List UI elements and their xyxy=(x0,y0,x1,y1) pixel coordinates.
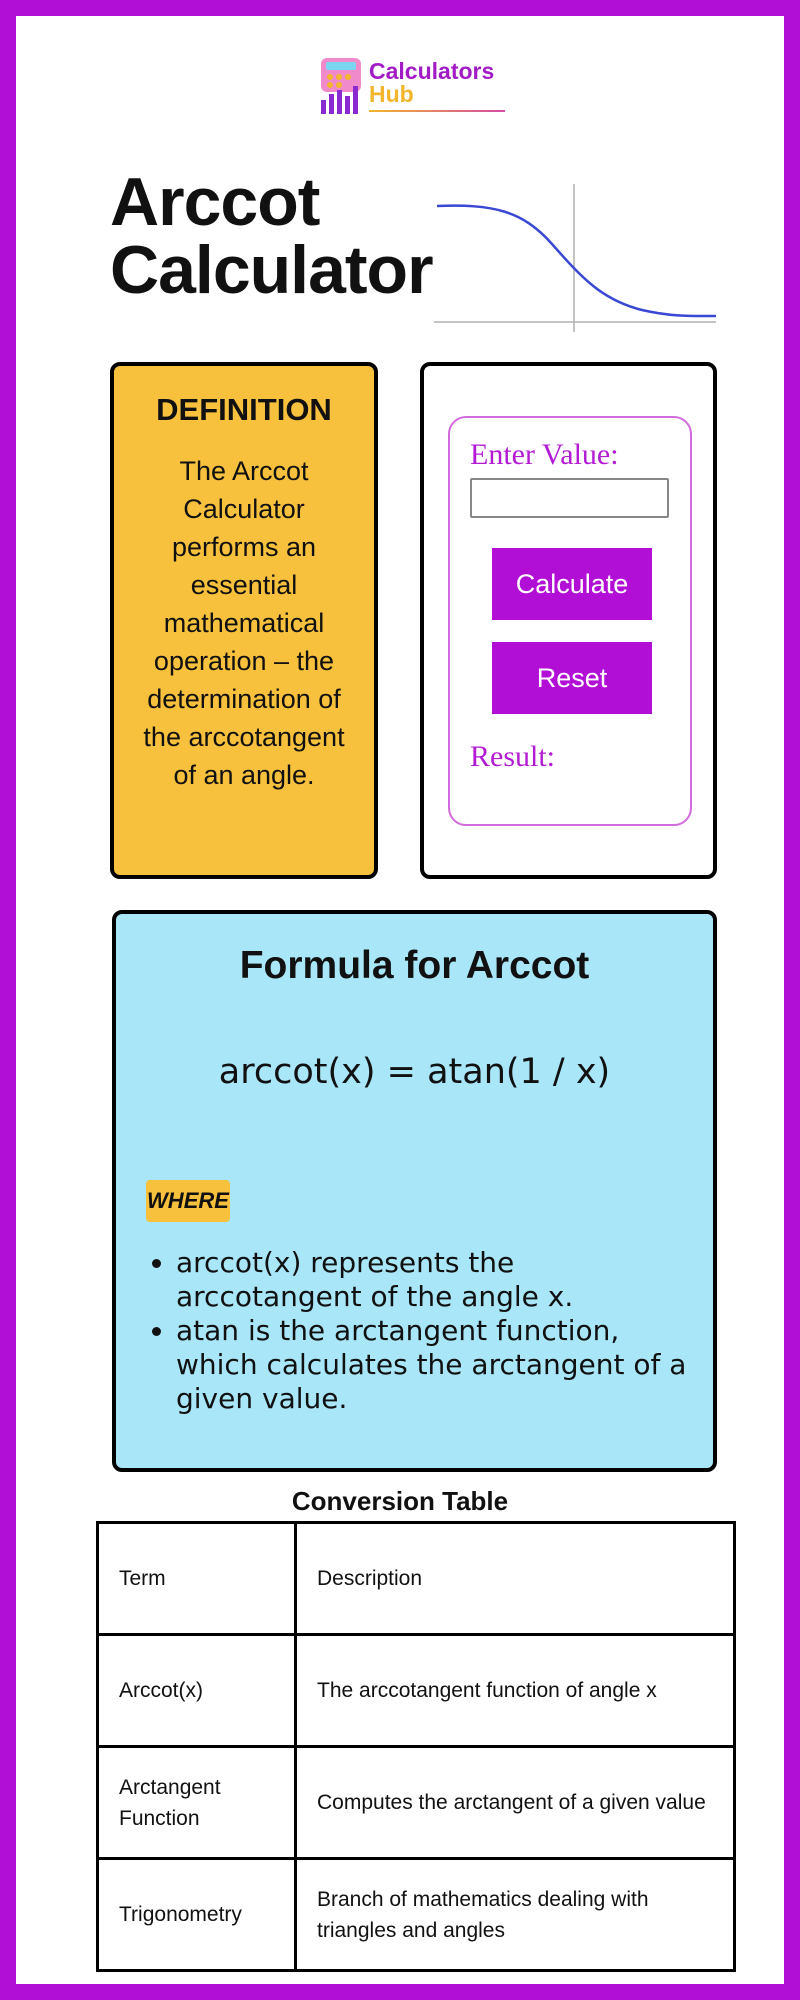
table-header-row xyxy=(98,1523,735,1635)
table-header-cell: Term xyxy=(98,1523,296,1635)
definition-heading: DEFINITION xyxy=(156,392,332,427)
list-item: • arccot(x) represents the arccotangent of the angle x. xyxy=(176,1246,693,1314)
conversion-table xyxy=(96,1521,736,1972)
formula-card xyxy=(112,910,717,1472)
page-title-line1: Arccot xyxy=(110,164,320,240)
reset-button[interactable]: Reset xyxy=(492,642,652,714)
definition-text: The Arccot Calculator performs an essential mathematical operation – the determination of the arccotangent of an angle. xyxy=(143,456,345,790)
table-title: Conversion Table xyxy=(291,1486,509,1516)
table-cell: The arccotangent function of angle x xyxy=(296,1635,735,1747)
table-cell: Computes the arctangent of a given value xyxy=(296,1747,735,1859)
table-cell: Branch of mathematics dealing with triangles and angles xyxy=(296,1859,735,1971)
table-cell: Arctangent Function xyxy=(98,1747,296,1859)
table-row xyxy=(98,1635,735,1747)
table-row xyxy=(98,1859,735,1971)
brand-logo[interactable] xyxy=(319,54,509,118)
table-row xyxy=(98,1747,735,1859)
calculator-form xyxy=(448,416,692,826)
brand-underline xyxy=(369,110,505,112)
value-input[interactable] xyxy=(470,478,669,518)
definition-card xyxy=(110,362,378,879)
result-label: Result: xyxy=(470,740,556,773)
graph-curve xyxy=(437,206,716,316)
page-title xyxy=(110,164,433,308)
table-cell: Trigonometry xyxy=(98,1859,296,1971)
page-title-line2: Calculator xyxy=(110,232,433,308)
list-item: • atan is the arctangent function, which calculates the arctangent of a given value. xyxy=(176,1314,693,1416)
brand-line2: Hub xyxy=(369,81,414,107)
table-cell: Arccot(x) xyxy=(98,1635,296,1747)
table-header-cell: Description xyxy=(296,1523,735,1635)
brand-line1: Calculators xyxy=(369,58,495,84)
enter-value-label: Enter Value: xyxy=(470,438,619,471)
brand-name xyxy=(369,60,494,106)
calculator-card xyxy=(420,362,717,879)
calculator-logo-icon xyxy=(319,56,365,116)
arccot-graph-illustration xyxy=(432,182,718,334)
formula-equation: arccot(x) = atan(1 / x) xyxy=(218,1052,611,1092)
where-badge: WHERE xyxy=(146,1180,230,1222)
formula-heading: Formula for Arccot xyxy=(239,944,590,987)
calculate-button[interactable]: Calculate xyxy=(492,548,652,620)
formula-variable-list xyxy=(146,1246,693,1416)
